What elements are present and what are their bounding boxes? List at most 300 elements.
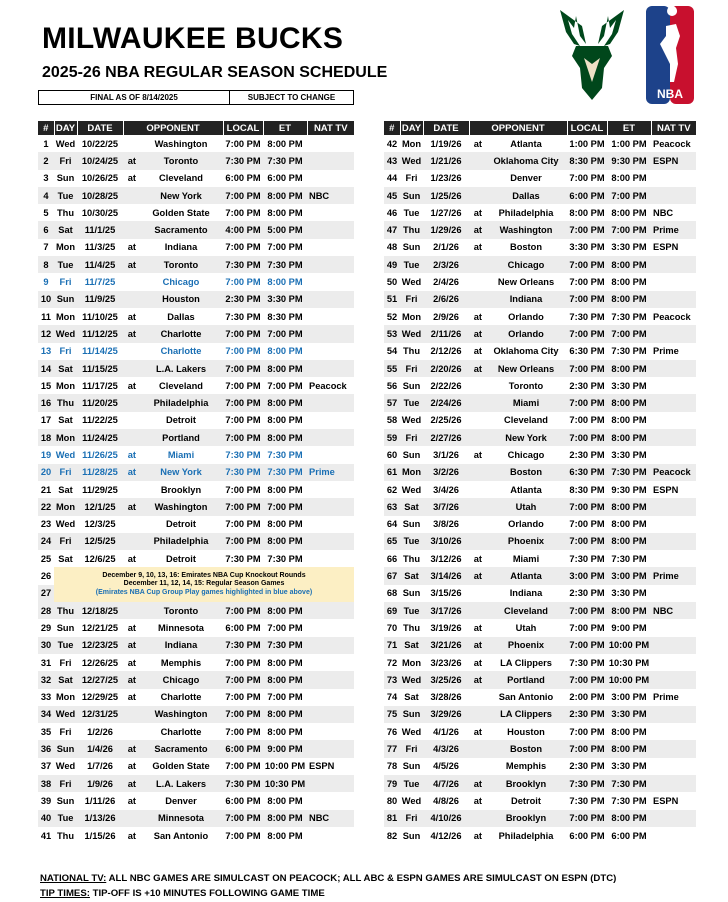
table-row — [38, 758, 354, 775]
opponent-name: Portland — [485, 671, 567, 688]
et-time: 8:00 PM — [267, 519, 303, 530]
et-time: 8:00 PM — [263, 429, 307, 446]
game-date: 12/5/25 — [77, 533, 123, 550]
table-row — [384, 654, 696, 671]
opponent-name: Denver — [510, 173, 542, 184]
local-time: 7:00 PM — [223, 187, 263, 204]
local-time: 7:00 PM — [225, 346, 261, 357]
national-tv — [651, 429, 696, 446]
game-day: Wed — [54, 706, 77, 723]
game-date: 12/1/25 — [77, 498, 123, 515]
away-marker: at — [473, 242, 482, 253]
et-time: 8:00 PM — [607, 256, 651, 273]
opponent-name: L.A. Lakers — [139, 360, 223, 377]
table-row — [38, 498, 354, 515]
game-date: 11/29/25 — [82, 484, 118, 495]
local-time: 7:00 PM — [567, 256, 607, 273]
game-number: 54 — [386, 346, 398, 357]
game-date: 11/26/25 — [82, 449, 118, 460]
game-date: 1/9/26 — [77, 775, 123, 792]
table-row — [38, 394, 354, 411]
game-day: Tue — [400, 256, 423, 273]
table-row — [384, 533, 696, 550]
game-day: Fri — [400, 429, 423, 446]
national-tv: NBC — [651, 602, 696, 619]
game-day: Wed — [401, 726, 422, 737]
opponent-name: Dallas — [167, 311, 195, 322]
table-row — [384, 394, 696, 411]
local-time: 8:00 PM — [569, 207, 605, 218]
local-time: 7:00 PM — [225, 692, 261, 703]
et-time: 7:30 PM — [267, 553, 303, 564]
page-title: MILWAUKEE BUCKS — [42, 22, 344, 55]
local-time: 7:00 PM — [225, 138, 261, 149]
et-time: 7:00 PM — [267, 242, 303, 253]
game-day: Tue — [403, 207, 420, 218]
game-day: Thu — [56, 207, 75, 218]
game-number: 64 — [386, 519, 398, 530]
local-time: 7:30 PM — [225, 311, 261, 322]
national-tv — [307, 689, 354, 706]
game-date: 12/27/25 — [77, 671, 123, 688]
tip-times-label: TIP TIMES: — [40, 888, 90, 899]
local-time: 6:30 PM — [567, 464, 607, 481]
game-date: 2/1/26 — [433, 242, 459, 253]
et-time: 7:00 PM — [267, 380, 303, 391]
national-tv — [307, 360, 354, 377]
table-row — [384, 481, 696, 498]
local-time: 6:00 PM — [567, 187, 607, 204]
table-header-row — [384, 121, 696, 135]
national-tv: Prime — [651, 221, 696, 238]
game-date: 2/27/26 — [423, 429, 469, 446]
game-date: 11/4/25 — [77, 256, 123, 273]
local-time: 7:00 PM — [567, 360, 607, 377]
game-day: Tue — [400, 775, 423, 792]
away-marker: at — [127, 173, 136, 184]
game-date: 3/28/26 — [430, 692, 462, 703]
game-date: 10/24/25 — [77, 152, 123, 169]
game-number: 60 — [386, 449, 398, 460]
et-time: 8:00 PM — [607, 394, 651, 411]
game-date: 2/6/26 — [423, 291, 469, 308]
opponent-name: Philadelphia — [498, 207, 554, 218]
national-tv — [651, 619, 696, 636]
et-time: 8:00 PM — [607, 498, 651, 515]
opponent-name: Cleveland — [159, 173, 203, 184]
national-tv — [307, 308, 354, 325]
game-number: 55 — [384, 360, 400, 377]
opponent-name: Philadelphia — [498, 830, 554, 841]
national-tv: Peacock — [653, 138, 691, 149]
et-time: 10:30 PM — [608, 657, 650, 668]
national-tv: Peacock — [309, 380, 347, 391]
game-date: 11/28/25 — [77, 464, 123, 481]
local-time: 2:00 PM — [569, 692, 605, 703]
et-time: 3:30 PM — [611, 380, 647, 391]
opponent-name: Chicago — [485, 256, 567, 273]
game-number: 35 — [40, 726, 52, 737]
game-day: Wed — [55, 761, 76, 772]
national-tv — [651, 654, 696, 671]
game-number: 16 — [38, 394, 54, 411]
national-tv — [307, 256, 354, 273]
et-time: 10:00 PM — [264, 761, 306, 772]
national-tv — [651, 256, 696, 273]
game-date: 11/24/25 — [77, 429, 123, 446]
game-number: 52 — [386, 311, 398, 322]
game-date: 12/3/25 — [84, 519, 116, 530]
away-marker: at — [127, 622, 136, 633]
et-time: 7:00 PM — [263, 325, 307, 342]
game-number: 44 — [386, 173, 398, 184]
et-time: 8:00 PM — [263, 671, 307, 688]
col-header-local: LOCAL — [223, 121, 263, 135]
opponent-name: Orlando — [508, 311, 544, 322]
game-date: 3/17/26 — [423, 602, 469, 619]
game-day: Fri — [59, 657, 72, 668]
footer-national-tv — [40, 873, 616, 884]
game-date: 1/11/26 — [84, 795, 116, 806]
game-number: 9 — [43, 277, 49, 288]
et-time: 8:00 PM — [263, 360, 307, 377]
local-time: 7:00 PM — [225, 277, 261, 288]
opponent-name: Cleveland — [159, 380, 203, 391]
away-marker — [123, 343, 139, 360]
away-marker: at — [127, 380, 136, 391]
away-marker: at — [127, 449, 136, 460]
change-note: SUBJECT TO CHANGE — [247, 93, 336, 102]
opponent-name: Washington — [154, 138, 208, 149]
game-day: Thu — [402, 622, 421, 633]
local-time: 7:00 PM — [225, 484, 261, 495]
game-day: Mon — [400, 464, 423, 481]
col-header-local: LOCAL — [567, 121, 607, 135]
away-marker — [469, 429, 485, 446]
table-row — [384, 343, 696, 360]
game-number: 10 — [38, 291, 54, 308]
opponent-name: Atlanta — [510, 484, 542, 495]
et-time: 7:30 PM — [263, 256, 307, 273]
game-number: 74 — [386, 692, 398, 703]
et-time: 8:00 PM — [263, 394, 307, 411]
game-day: Sat — [58, 553, 73, 564]
table-row — [384, 291, 696, 308]
opponent-name: Cleveland — [504, 415, 548, 426]
opponent-name: Boston — [485, 464, 567, 481]
national-tv: Peacock — [651, 464, 696, 481]
et-time: 8:00 PM — [611, 726, 647, 737]
opponent-name: San Antonio — [498, 692, 554, 703]
game-date: 3/12/26 — [430, 553, 462, 564]
game-day: Fri — [59, 346, 72, 357]
table-row — [38, 619, 354, 636]
away-marker — [123, 187, 139, 204]
opponent-name: Chicago — [139, 671, 223, 688]
final-note: FINAL AS OF 8/14/2025 — [39, 91, 230, 104]
game-day: Sat — [404, 692, 419, 703]
table-row — [38, 412, 354, 429]
opponent-name: Golden State — [152, 761, 210, 772]
game-day: Fri — [400, 360, 423, 377]
local-time: 7:00 PM — [223, 810, 263, 827]
opponent-name: Phoenix — [485, 533, 567, 550]
table-row — [384, 758, 696, 775]
table-row — [38, 325, 354, 342]
away-marker — [469, 758, 485, 775]
away-marker: at — [127, 311, 136, 322]
national-tv — [651, 706, 696, 723]
table-row — [38, 671, 354, 688]
game-date: 3/2/26 — [423, 464, 469, 481]
game-date: 3/10/26 — [423, 533, 469, 550]
game-number: 43 — [384, 152, 400, 169]
nba-logo-icon — [646, 6, 694, 104]
opponent-name: Brooklyn — [485, 775, 567, 792]
game-date: 11/22/25 — [82, 415, 118, 426]
table-row — [384, 360, 696, 377]
game-number: 14 — [38, 360, 54, 377]
table-header-row — [38, 121, 354, 135]
table-row — [384, 585, 696, 602]
game-day: Fri — [54, 464, 77, 481]
game-date: 3/29/26 — [423, 706, 469, 723]
local-time: 7:00 PM — [567, 810, 607, 827]
opponent-name: LA Clippers — [485, 706, 567, 723]
game-day: Sat — [54, 360, 77, 377]
national-tv: NBC — [307, 187, 354, 204]
et-time: 8:00 PM — [607, 533, 651, 550]
table-row — [384, 239, 696, 256]
game-number: 79 — [384, 775, 400, 792]
game-date: 11/3/25 — [84, 242, 116, 253]
national-tv — [651, 498, 696, 515]
game-number: 65 — [384, 533, 400, 550]
game-date: 11/12/25 — [77, 325, 123, 342]
table-row — [38, 637, 354, 654]
national-tv — [651, 446, 696, 463]
table-row — [384, 308, 696, 325]
away-marker: at — [123, 671, 139, 688]
game-number: 8 — [38, 256, 54, 273]
table-row — [384, 637, 696, 654]
et-time: 7:30 PM — [611, 795, 647, 806]
et-time: 8:00 PM — [267, 346, 303, 357]
national-tv — [651, 740, 696, 757]
game-number: 41 — [40, 830, 52, 841]
table-row — [38, 516, 354, 533]
table-row — [384, 706, 696, 723]
table-row — [38, 273, 354, 290]
local-time: 7:00 PM — [225, 380, 261, 391]
game-number: 32 — [38, 671, 54, 688]
table-row — [38, 429, 354, 446]
local-time: 7:00 PM — [223, 360, 263, 377]
game-number: 3 — [43, 173, 49, 184]
away-marker — [469, 481, 485, 498]
game-date: 10/26/25 — [81, 173, 119, 184]
local-time: 7:00 PM — [225, 415, 261, 426]
table-row — [38, 533, 354, 550]
table-row — [384, 221, 696, 238]
away-marker: at — [127, 692, 136, 703]
national-tv — [651, 516, 696, 533]
game-date: 3/7/26 — [423, 498, 469, 515]
table-row — [384, 827, 696, 844]
game-day: Wed — [55, 519, 76, 530]
table-row — [384, 135, 696, 152]
opponent-name: Minnesota — [158, 622, 204, 633]
away-marker: at — [123, 325, 139, 342]
game-number: 25 — [40, 553, 52, 564]
game-number: 11 — [41, 311, 51, 322]
table-row — [38, 308, 354, 325]
opponent-name: New York — [139, 187, 223, 204]
game-number: 56 — [386, 380, 398, 391]
game-number: 70 — [386, 622, 398, 633]
local-time: 7:00 PM — [225, 242, 261, 253]
national-tv — [651, 325, 696, 342]
game-number: 21 — [40, 484, 52, 495]
et-time: 8:00 PM — [607, 740, 651, 757]
table-row — [384, 429, 696, 446]
game-day: Sat — [400, 567, 423, 584]
local-time: 6:00 PM — [223, 740, 263, 757]
game-date: 12/21/25 — [81, 622, 119, 633]
away-marker — [469, 187, 485, 204]
table-row — [384, 567, 696, 584]
table-row — [384, 671, 696, 688]
game-day: Wed — [400, 152, 423, 169]
local-time: 7:00 PM — [567, 533, 607, 550]
game-day: Mon — [401, 138, 422, 149]
et-time: 3:30 PM — [611, 449, 647, 460]
away-marker — [123, 723, 139, 740]
et-time: 8:00 PM — [267, 207, 303, 218]
game-number: 59 — [384, 429, 400, 446]
national-tv — [307, 221, 354, 238]
game-number: 71 — [384, 637, 400, 654]
national-tv — [307, 827, 354, 844]
game-date: 12/29/25 — [81, 692, 119, 703]
et-time: 7:30 PM — [611, 346, 647, 357]
away-marker — [469, 810, 485, 827]
away-marker: at — [127, 830, 136, 841]
game-day: Wed — [401, 484, 422, 495]
et-time: 8:00 PM — [607, 810, 651, 827]
national-tv — [651, 360, 696, 377]
game-number: 75 — [384, 706, 400, 723]
game-day: Sat — [58, 484, 73, 495]
local-time: 7:00 PM — [567, 602, 607, 619]
away-marker — [469, 394, 485, 411]
game-day: Wed — [401, 795, 422, 806]
opponent-name: Washington — [139, 706, 223, 723]
game-day: Wed — [54, 325, 77, 342]
game-number: 66 — [386, 553, 398, 564]
opponent-name: Atlanta — [485, 567, 567, 584]
national-tv — [651, 723, 696, 740]
national-tv: ESPN — [653, 484, 679, 495]
game-date: 4/3/26 — [423, 740, 469, 757]
away-marker: at — [473, 311, 482, 322]
away-marker — [123, 533, 139, 550]
away-marker — [123, 273, 139, 290]
away-marker: at — [473, 138, 482, 149]
opponent-name: Atlanta — [510, 138, 542, 149]
opponent-name: Memphis — [160, 657, 202, 668]
game-date: 1/15/26 — [84, 830, 116, 841]
opponent-name: Miami — [485, 394, 567, 411]
col-header-nat-tv: NAT TV — [651, 121, 696, 135]
table-row — [384, 152, 696, 169]
away-marker: at — [123, 775, 139, 792]
game-number: 30 — [38, 637, 54, 654]
opponent-name: Orlando — [508, 519, 544, 530]
game-number: 68 — [386, 588, 398, 599]
game-day: Wed — [401, 415, 422, 426]
away-marker: at — [473, 553, 482, 564]
game-date: 2/9/26 — [433, 311, 459, 322]
game-date: 1/7/26 — [87, 761, 113, 772]
table-row — [384, 464, 696, 481]
game-day: Fri — [54, 152, 77, 169]
national-tv: ESPN — [653, 242, 679, 253]
table-row — [384, 723, 696, 740]
table-row — [38, 343, 354, 360]
away-marker: at — [127, 242, 136, 253]
et-time: 8:00 PM — [267, 726, 303, 737]
table-row — [384, 446, 696, 463]
game-day: Sat — [54, 671, 77, 688]
opponent-name: Portland — [139, 429, 223, 446]
local-time: 7:30 PM — [569, 657, 605, 668]
away-marker: at — [123, 637, 139, 654]
opponent-name: New Orleans — [485, 360, 567, 377]
away-marker: at — [123, 740, 139, 757]
national-tv: Prime — [307, 464, 354, 481]
game-day: Sat — [400, 637, 423, 654]
game-number: 36 — [38, 740, 54, 757]
game-day: Mon — [401, 311, 422, 322]
game-number: 26 — [40, 571, 52, 582]
game-number: 62 — [386, 484, 398, 495]
local-time: 7:00 PM — [223, 671, 263, 688]
local-time: 2:30 PM — [567, 706, 607, 723]
opponent-name: Toronto — [508, 380, 544, 391]
et-time: 7:30 PM — [263, 637, 307, 654]
game-date: 10/22/25 — [81, 138, 119, 149]
local-time: 7:30 PM — [569, 553, 605, 564]
table-row — [384, 204, 696, 221]
game-number: 23 — [40, 519, 52, 530]
et-time: 7:00 PM — [607, 221, 651, 238]
opponent-name: Phoenix — [485, 637, 567, 654]
local-time: 7:00 PM — [569, 519, 605, 530]
game-number: 28 — [38, 602, 54, 619]
away-marker — [123, 429, 139, 446]
col-header-day: DAY — [401, 122, 422, 134]
et-time: 8:00 PM — [611, 207, 647, 218]
page-subtitle: 2025-26 NBA REGULAR SEASON SCHEDULE — [42, 64, 388, 81]
game-day: Sun — [402, 380, 421, 391]
game-number: 48 — [386, 242, 398, 253]
local-time: 7:30 PM — [223, 152, 263, 169]
et-time: 9:30 PM — [607, 152, 651, 169]
col-header-et: ET — [263, 121, 307, 135]
national-tv: ESPN — [653, 795, 679, 806]
away-marker: at — [127, 657, 136, 668]
